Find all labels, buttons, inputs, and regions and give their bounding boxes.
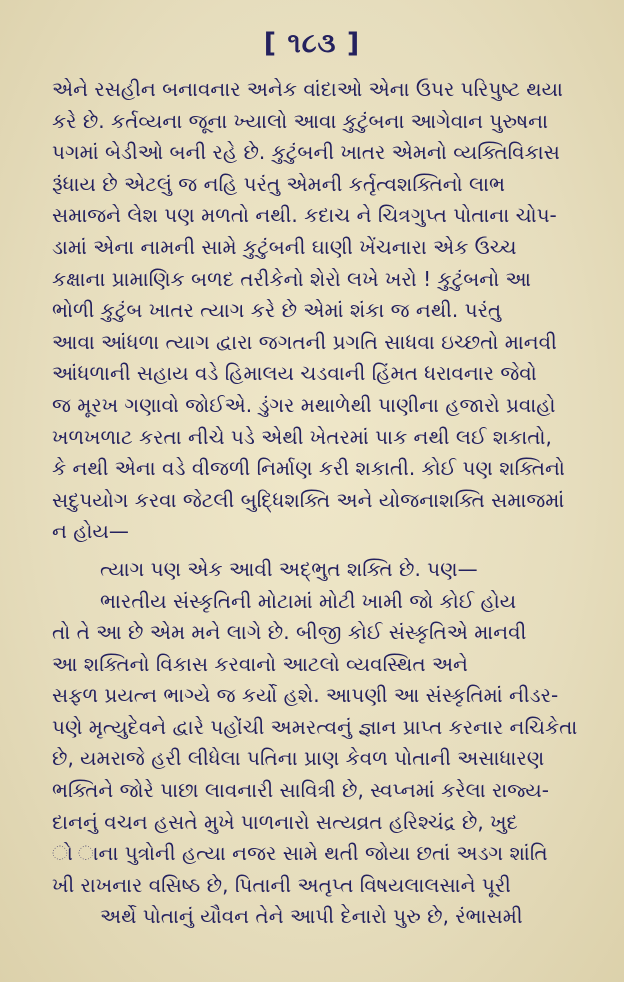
text-line: પગમાં બેડીઓ બની રહે છે. કુટુંબની ખાતર એમનો વ્યક્તિવિકાસ <box>52 140 560 165</box>
text-line: રૂંધાય છે એટલું જ નહિ પરંતુ એમની કર્તૃત્વશક્તિનો લાભ <box>52 171 505 196</box>
paragraph-3 <box>52 586 577 934</box>
text-line: સફળ પ્રયત્ન ભાગ્યે જ કર્યો હશે. આપણી આ સંસ્કૃતિમાં નીડર- <box>52 683 559 708</box>
text-line: કરે છે. કર્તવ્યના જૂના ખ્યાલો આવા કુટુંબના આગેવાન પુરુષના <box>52 108 548 133</box>
text-line: ખળખળાટ કરતા નીચે પડે એથી ખેતરમાં પાક નથી લઈ શકાતો, <box>52 424 552 449</box>
text-line: પણે મૃત્યુદેવને દ્વારે પહોંચી અમરત્વનું જ્ઞાન પ્રાપ્ત કરનાર નચિકેતા <box>52 714 577 739</box>
text-line: જ મૂરખ ગણાવો જોઈએ. ડુંગર મથાળેથી પાણીના હજારો પ્રવાહો <box>52 392 556 417</box>
text-line: ડામાં એના નામની સામે કુટુંબની ઘાણી ખેંચનારા એક ઉચ્ચ <box>52 234 517 259</box>
text-line: દાનનું વચન હસતે મુખે પાળનારો સત્યવ્રત હરિશ્ચંદ્ર છે, ખુદ <box>52 809 518 834</box>
text-line: સમાજને લેશ પણ મળતો નથી. કદાચ ને ચિત્રગુપ્ત પોતાના ચોપ- <box>52 203 557 228</box>
text-line: ભક્તિને જોરે પાછા લાવનારી સાવિત્રી છે, સ્વપ્નમાં કરેલા રાજ્ય- <box>52 778 549 803</box>
text-line: તો તે આ છે એમ મને લાગે છે. બીજી કોઈ સંસ્કૃતિએ માનવી <box>52 620 527 645</box>
text-line: કક્ષાના પ્રામાણિક બળદ તરીકેનો શેરો લખે ખરો ! કુટુંબનો આ <box>52 266 531 291</box>
text-line: આંધળાની સહાય વડે હિમાલય ચડવાની હિંમત ધરાવનાર જેવો <box>52 361 537 386</box>
page-body <box>52 74 577 933</box>
paragraph-2 <box>52 554 577 586</box>
text-line: ભારતીય સંસ્કૃતિની મોટામાં મોટી ખામી જો કોઈ હોય <box>100 588 517 613</box>
text-line: છે, યમરાજે હરી લીધેલા પતિના પ્રાણ કેવળ પોતાની અસાધારણ <box>52 746 545 771</box>
text-line: ખી રાખનાર વસિષ્ઠ છે, પિતાની અતૃપ્ત વિષયલાલસાને પૂરી <box>52 872 511 897</box>
text-line: એને રસહીન બનાવનાર અનેક વાંદાઓ એના ઉપર પરિપુષ્ટ થયા <box>52 77 563 101</box>
paragraph-1 <box>52 74 577 548</box>
page-number: [ ૧૮૩ ] <box>263 28 361 59</box>
text-line: ભોળી કુટુંબ ખાતર ત્યાગ કરે છે એમાં શંકા જ નથી. પરંતુ <box>52 298 502 323</box>
text-line: ો ાના પુત્રોની હત્યા નજર સામે થતી જોયા છતાં અડગ શાંતિ <box>52 841 548 866</box>
text-line: આ શક્તિનો વિકાસ કરવાનો આટલો વ્યવસ્થિત અને <box>52 651 468 676</box>
text-line: ન હોય— <box>52 519 129 544</box>
text-line: કે નથી એના વડે વીજળી નિર્માણ કરી શકાતી. કોઈ પણ શક્તિનો <box>52 456 565 481</box>
text-line: ત્યાગ પણ એક આવી અદ્ભુત શક્તિ છે. પણ— <box>100 556 478 581</box>
text-line: સદુપયોગ કરવા જેટલી બુદ્ધિશક્તિ અને યોજનાશક્તિ સમાજમાં <box>52 487 565 512</box>
text-line: અર્થે પોતાનું યૌવન તેને આપી દેનારો પુરુ છે, રંભાસમી <box>100 904 523 929</box>
text-line: આવા આંધળા ત્યાગ દ્વારા જગતની પ્રગતિ સાધવા ઇચ્છતો માનવી <box>52 329 557 354</box>
